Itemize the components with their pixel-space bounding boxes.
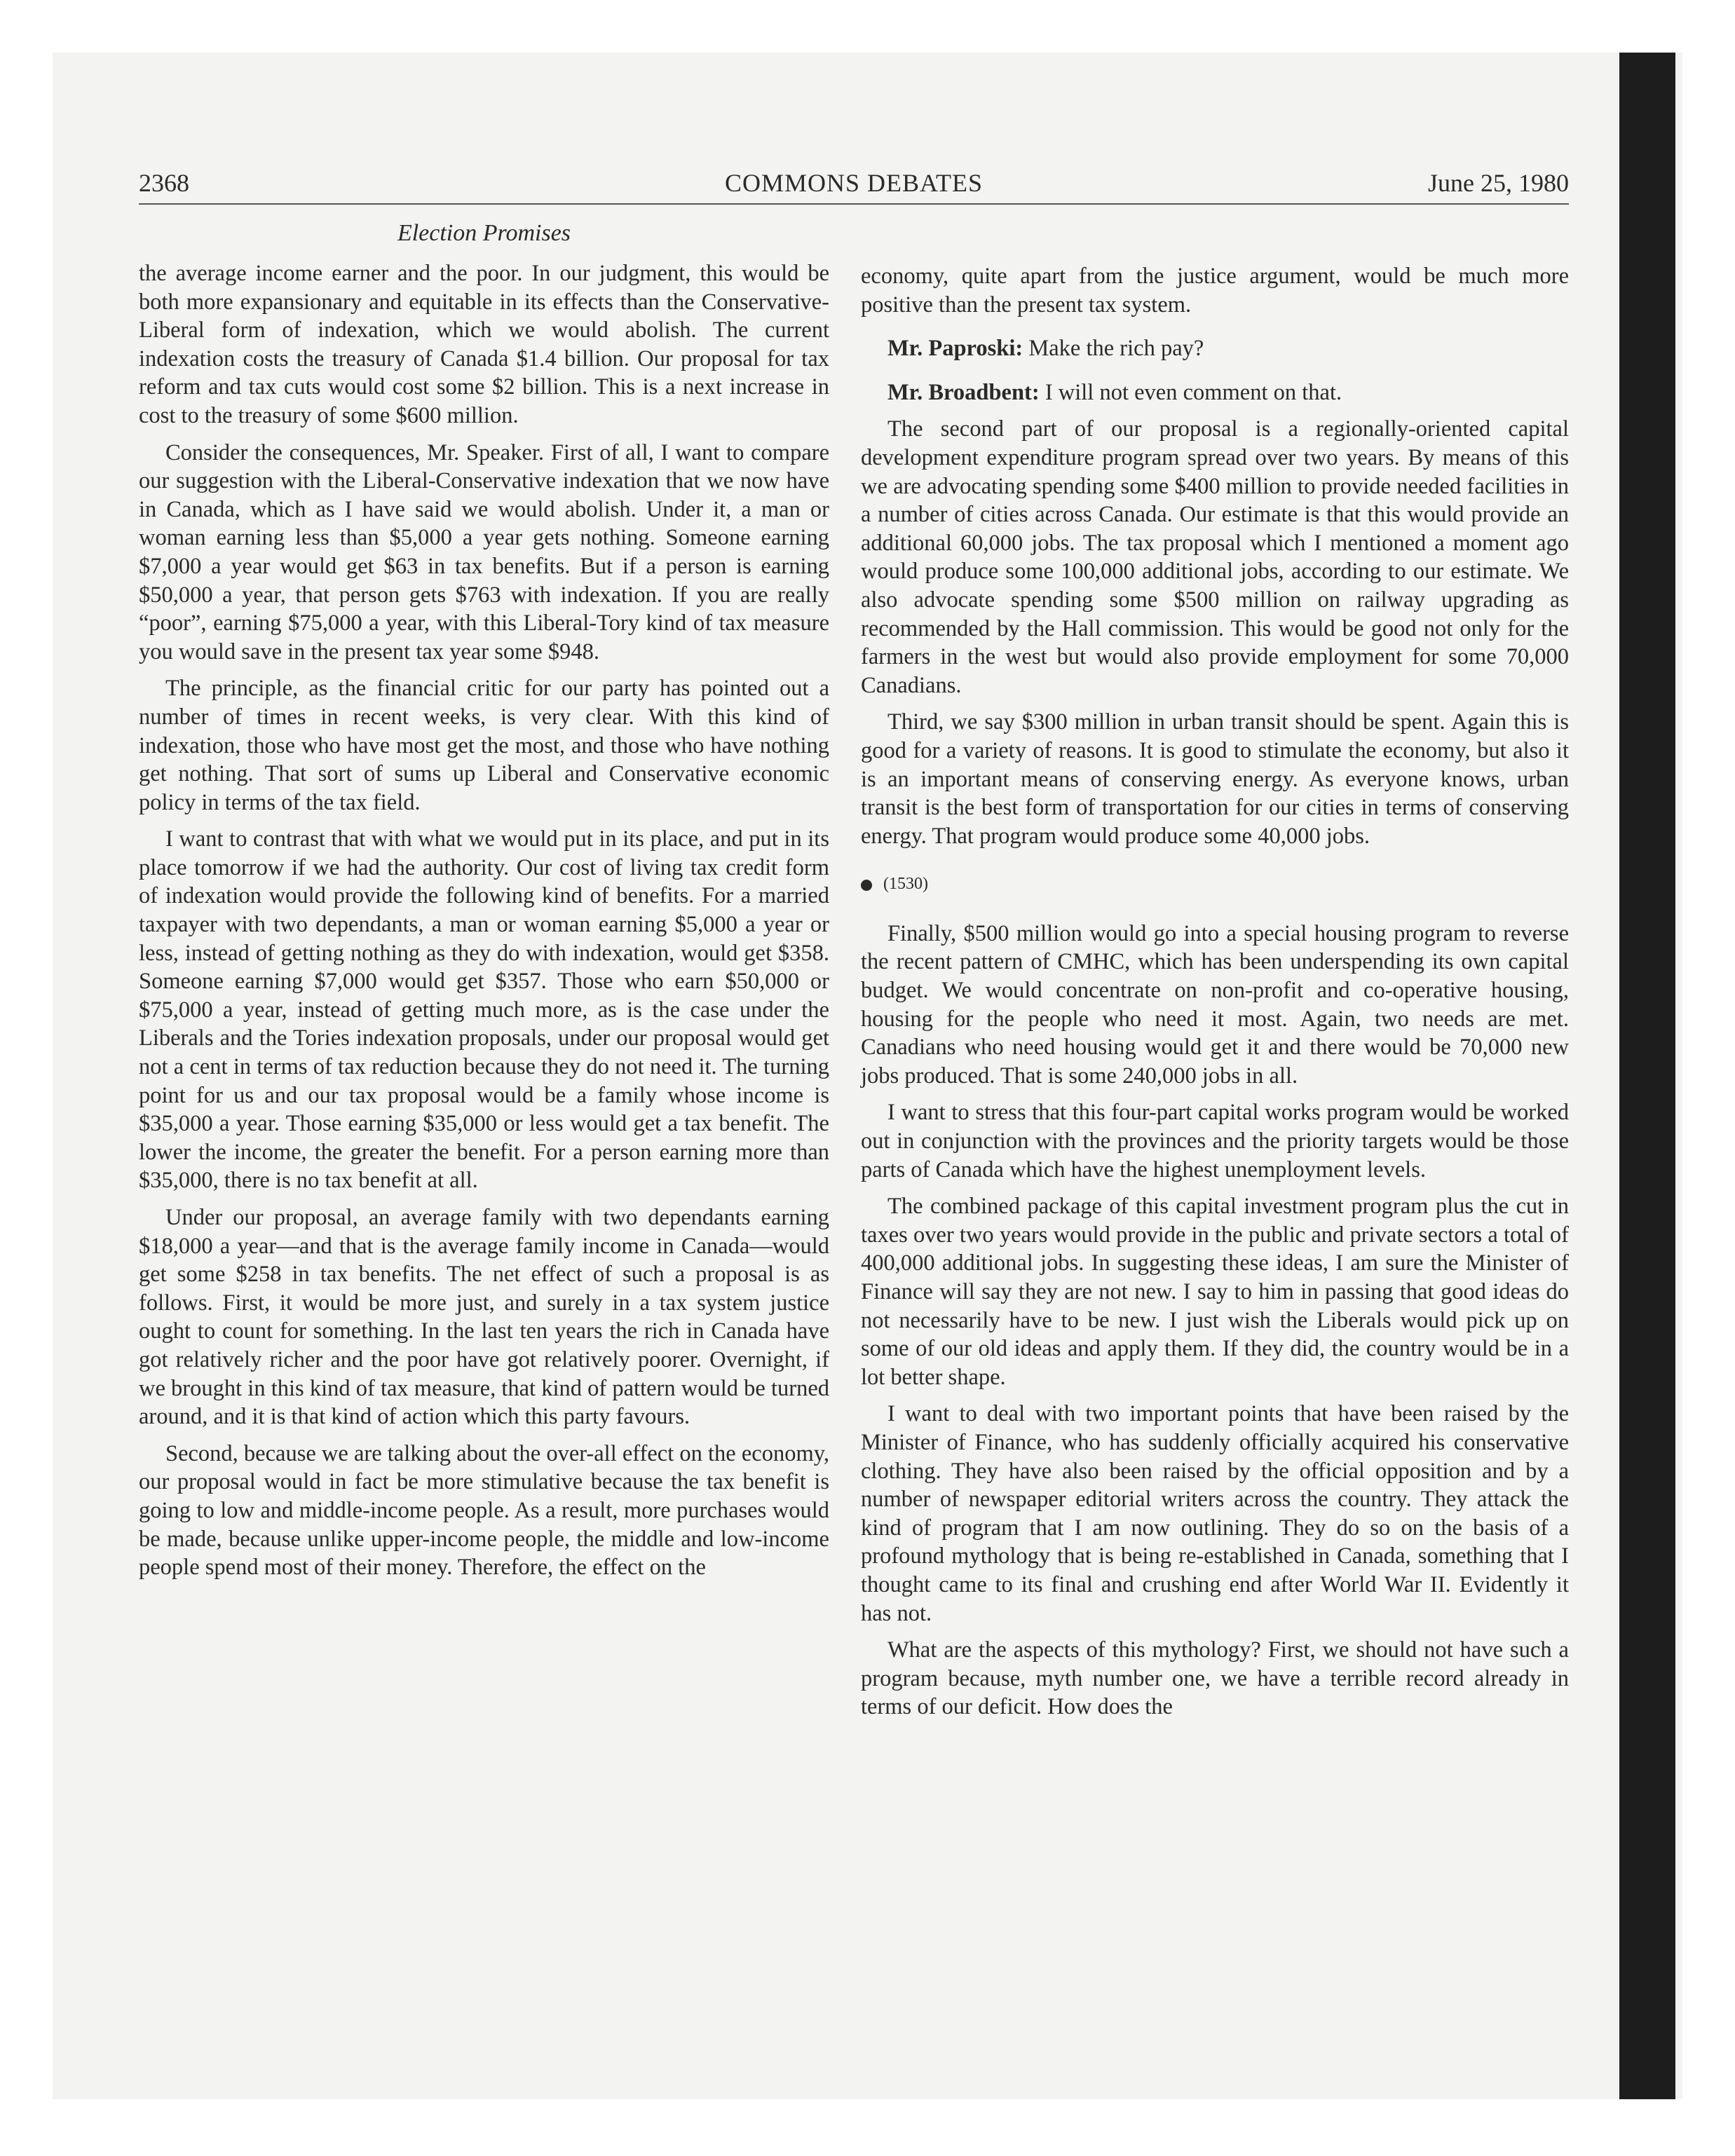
- paragraph: Under our proposal, an average family with two dependants earning $18,000 a year—and that is the average family income in Canada—would get some $258 in tax benefits. The net effect of such a proposal is as follows. First, it would be more just, and surely in a tax system justice ought to count for something. In the last ten years the rich in Canada have got relatively richer and the poor have got relatively poorer. Overnight, if we brought in this kind of tax measure, that kind of pattern would be turned around, and it is that kind of action which this party favours.: [139, 1205, 829, 1430]
- left-column: [139, 259, 829, 1590]
- publication-date: June 25, 1980: [1428, 169, 1569, 197]
- paragraph: Finally, $500 million would go into a special housing program to reverse the recent pattern of CMHC, which has been underspending its own capital budget. We would concentrate on non-profit and co-operative housing, housing for the people who need it most. Again, two needs are met. Canadians who need housing would get it and there would be 70,000 new jobs produced. That is some 240,000 jobs in all.: [861, 920, 1569, 1089]
- speech-text: I will not even comment on that.: [1045, 379, 1342, 405]
- paragraph: The principle, as the financial critic for our party has pointed out a number of times in recent weeks, is very clear. With this kind of indexation, those who have most get the most, and those who have nothing get nothing. That sort of sums up Liberal and Conservative economic policy in terms of the tax field.: [139, 676, 829, 815]
- subject-heading: Election Promises: [397, 220, 571, 246]
- paragraph: I want to contrast that with what we would put in its place, and put in its place tomorrow if we had the authority. Our cost of living tax credit form of indexation would provide the following kind of benefits. For a married taxpayer with two dependants, a man or woman earning $5,000 a year or less, instead of getting nothing as they do with indexation, would get $358. Someone earning $7,000 would get $357. Those who earn $50,000 or $75,000 a year, instead of getting much more, as is the case under the Liberals and the Tories indexation proposals, under our proposal would get not a cent in terms of tax reduction because they do not need it. The turning point for us and our tax proposal would be a family whose income is $35,000 a year. Those earning $35,000 or less would get a tax benefit. The lower the income, the greater the benefit. For a person earning more than $35,000, there is no tax benefit at all.: [139, 826, 829, 1194]
- speaker-name: Mr. Broadbent:: [887, 379, 1040, 405]
- header-rule: [139, 203, 1569, 205]
- paragraph: economy, quite apart from the justice argument, would be much more positive than the present tax system.: [861, 264, 1569, 318]
- bullet-icon: [861, 880, 872, 891]
- publication-title: COMMONS DEBATES: [724, 169, 984, 197]
- paragraph: The second part of our proposal is a regionally-oriented capital development expenditure program spread over two years. By means of this we are advocating spending some $400 million to provide needed facilities in a number of cities across Canada. Our estimate is that this would provide an additional 60,000 jobs. The tax proposal which I mentioned a moment ago would produce some 100,000 additional jobs, according to our estimate. We also advocate spending some $500 million on railway upgrading as recommended by the Hall commission. This would be good not only for the farmers in the west but would also provide employment for some 70,000 Canadians.: [861, 416, 1569, 698]
- interjection: [861, 334, 1569, 363]
- reply: [861, 378, 1569, 407]
- page-number: 2368: [139, 169, 189, 197]
- paragraph: What are the aspects of this mythology? First, we should not have such a program because, myth number one, we have a terrible record already in terms of our deficit. How does the: [861, 1637, 1569, 1720]
- speaker-name: Mr. Paproski:: [887, 336, 1023, 362]
- time-marker-text: (1530): [883, 875, 928, 894]
- speech-text: Make the rich pay?: [1028, 336, 1204, 362]
- time-marker: [861, 870, 1569, 899]
- right-column: [861, 262, 1569, 1730]
- paragraph: The combined package of this capital investment program plus the cut in taxes over two years would provide in the public and private sectors a total of 400,000 additional jobs. In suggesting these ideas, I am sure the Minister of Finance will say they are not new. I say to him in passing that good ideas do not necessarily have to be new. I just wish the Liberals would pick up on some of our old ideas and apply them. If they did, the country would be in a lot better shape.: [861, 1194, 1569, 1390]
- paragraph: I want to deal with two important points that have been raised by the Minister of Finance, who has suddenly officially acquired his conservative clothing. They have also been raised by the official opposition and by a number of newspaper editorial writers across the country. They attack the kind of program that I am now outlining. They do so on the basis of a profound mythology that is being re-established in Canada, something that I thought came to its final and crushing end after World War II. Evidently it has not.: [861, 1401, 1569, 1626]
- paragraph: Third, we say $300 million in urban transit should be spent. Again this is good for a variety of reasons. It is good to stimulate the economy, but also it is an important means of conserving energy. As everyone knows, urban transit is the best form of transportation for our cities in terms of conserving energy. That program would produce some 40,000 jobs.: [861, 709, 1569, 849]
- paragraph: I want to stress that this four-part capital works program would be worked out in conjunction with the provinces and the priority targets would be those parts of Canada which have the highest unemployment levels.: [861, 1100, 1569, 1182]
- page-header: [139, 168, 1569, 202]
- paragraph: Consider the consequences, Mr. Speaker. First of all, I want to compare our suggestion with the Liberal-Conservative indexation that we now have in Canada, which as I have said we would abolish. Under it, a man or woman earning less than $5,000 a year gets nothing. Someone earning $7,000 a year would get $63 in tax benefits. But if a person is earning $50,000 a year, that person gets $763 with indexation. If you are really “poor”, earning $75,000 a year, with this Liberal-Tory kind of tax measure you would save in the present tax year some $948.: [139, 439, 829, 664]
- page-binding-edge: [1619, 53, 1675, 2099]
- paragraph: Second, because we are talking about the over-all effect on the economy, our proposal would in fact be more stimulative because the tax benefit is going to low and middle-income people. As a result, more purchases would be made, because unlike upper-income people, the middle and low-income people spend most of their money. Therefore, the effect on the: [139, 1440, 829, 1581]
- paragraph: the average income earner and the poor. In our judgment, this would be both more expansionary and equitable in its effects than the Conservative-Liberal form of indexation, which we would abolish. The current indexation costs the treasury of Canada $1.4 billion. Our proposal for tax reform and tax cuts would cost some $2 billion. This is a next increase in cost to the treasury of some $600 million.: [139, 261, 829, 428]
